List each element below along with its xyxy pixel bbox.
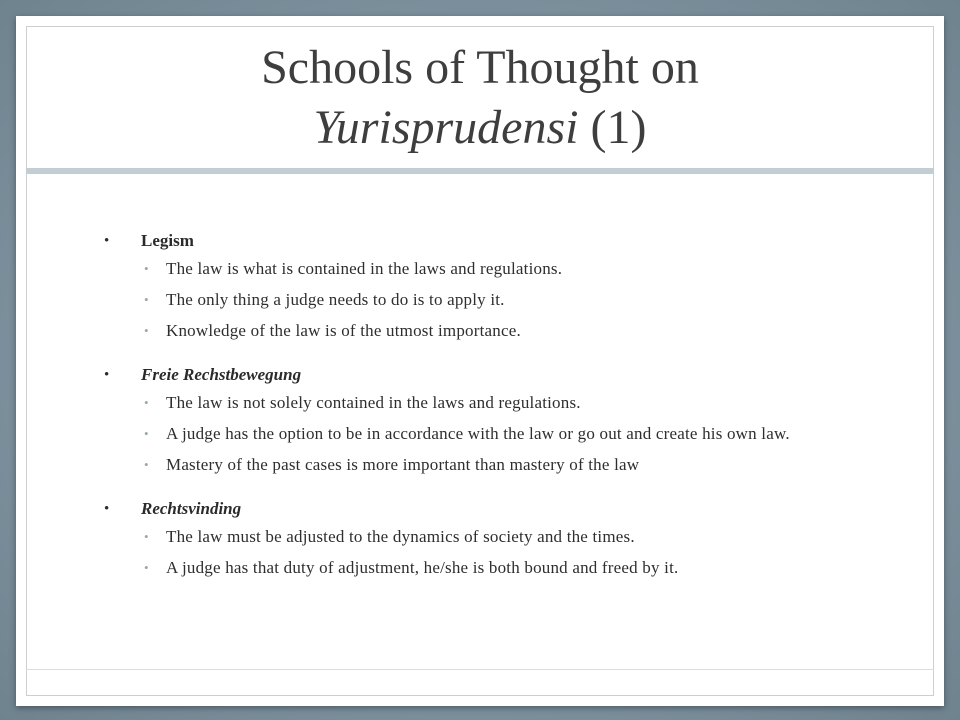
- sub-bullet-icon: •: [144, 426, 149, 441]
- slide-body: [104, 228, 904, 599]
- section-heading: [104, 496, 904, 522]
- list-item: [104, 258, 886, 279]
- footer-divider: [26, 669, 934, 670]
- list-item-text: The law is what is contained in the laws and regulations.: [166, 259, 563, 278]
- section-freie-rechstbewegung: [104, 362, 904, 475]
- list-item: [104, 454, 886, 475]
- bullet-icon: •: [104, 233, 110, 249]
- sub-bullet-icon: •: [144, 395, 149, 410]
- list-item: [104, 423, 886, 444]
- sub-bullet-icon: •: [144, 560, 149, 575]
- section-rechtsvinding: [104, 496, 904, 578]
- section-heading: [104, 362, 904, 388]
- list-item-text: Mastery of the past cases is more important than mastery of the law: [166, 455, 640, 474]
- sub-list-container: [104, 258, 904, 341]
- bullet-icon: •: [104, 501, 110, 517]
- list-item: [104, 392, 886, 413]
- heading-text: Freie Rechstbewegung: [141, 365, 302, 384]
- title-suffix: (1): [578, 101, 647, 154]
- sub-list-container: [104, 392, 904, 475]
- list-item-text: A judge has that duty of adjustment, he/she is both bound and freed by it.: [166, 558, 679, 577]
- title-italic-word: Yurisprudensi: [313, 101, 579, 154]
- sub-bullet-icon: •: [144, 261, 149, 276]
- title-line-1: Schools of Thought on: [261, 41, 699, 94]
- list-item-text: A judge has the option to be in accordance with the law or go out and create his own law.: [166, 424, 790, 443]
- list-item-text: The only thing a judge needs to do is to apply it.: [166, 290, 505, 309]
- slide: [16, 16, 944, 706]
- title-divider: [26, 168, 934, 174]
- list-item-text: The law must be adjusted to the dynamics of society and the times.: [166, 527, 635, 546]
- heading-text: Legism: [141, 231, 194, 250]
- list-item: [104, 320, 886, 341]
- heading-text: Rechtsvinding: [141, 499, 242, 518]
- sub-list: [104, 258, 904, 341]
- sub-bullet-icon: •: [144, 292, 149, 307]
- section-heading: [104, 228, 904, 254]
- section-legism: [104, 228, 904, 341]
- sub-list-container: [104, 526, 904, 578]
- list-item: [104, 526, 886, 547]
- sub-bullet-icon: •: [144, 529, 149, 544]
- sub-list: [104, 392, 904, 475]
- slide-title: [36, 38, 924, 158]
- sub-list: [104, 526, 904, 578]
- list-item-text: Knowledge of the law is of the utmost importance.: [166, 321, 521, 340]
- sub-bullet-icon: •: [144, 323, 149, 338]
- sub-bullet-icon: •: [144, 457, 149, 472]
- list-item: [104, 557, 886, 578]
- bullet-icon: •: [104, 367, 110, 383]
- list-item: [104, 289, 886, 310]
- list-item-text: The law is not solely contained in the laws and regulations.: [166, 393, 581, 412]
